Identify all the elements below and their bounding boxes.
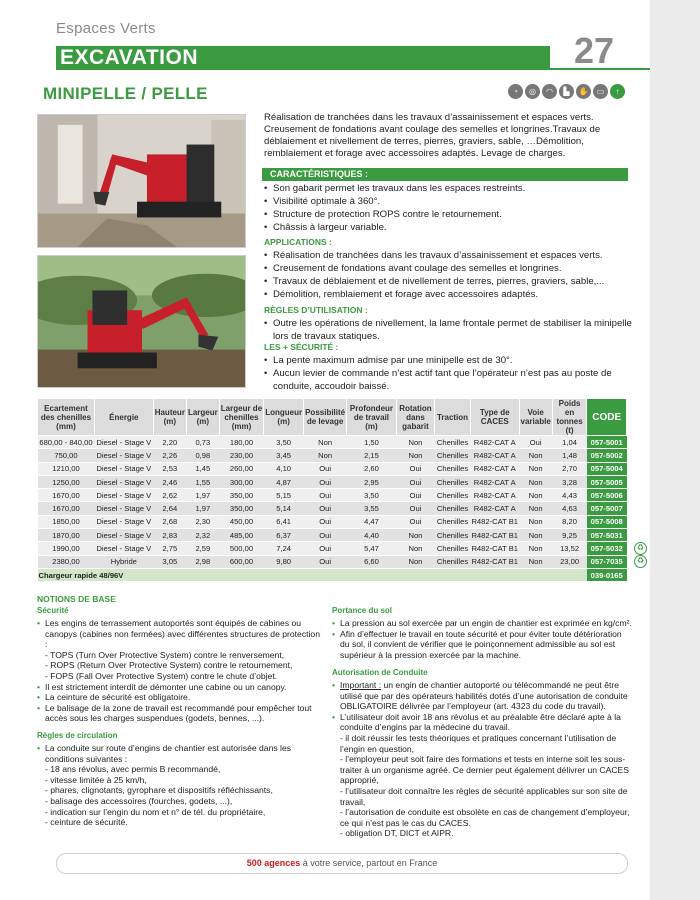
footer-text: à votre service, partout en France — [300, 858, 438, 868]
category-title: EXCAVATION — [60, 46, 199, 69]
table-cell: Oui — [304, 462, 347, 475]
table-cell: Oui — [304, 555, 347, 568]
security-heading: Sécurité — [37, 606, 69, 615]
list-item: • Creusement de fondations avant coulage des semelles et longrines. — [264, 262, 634, 275]
product-code-cell: 057-7035 — [587, 555, 627, 568]
note-line: - vitesse limitée à 25 km/h, — [45, 774, 147, 785]
table-cell: R482-CAT A — [470, 489, 519, 502]
list-item: • Visibilité optimale à 360°. — [264, 195, 634, 208]
column-header: Hauteur (m) — [153, 399, 186, 436]
note-bullet: • Il est strictement interdit de démonter une cabine ou un canopy. — [37, 682, 322, 693]
table-cell: 2,64 — [153, 502, 186, 515]
note-line: - phares, clignotants, gyrophare et dispositifs réfléchissants, — [45, 785, 273, 796]
note-line: - FOPS (Fall Over Protective System) contre le chute d’objet. — [45, 670, 278, 681]
column-header: Type de CACES — [470, 399, 519, 436]
table-cell: 680,00 - 840,00 — [38, 436, 95, 449]
charger-label: Chargeur rapide 48/96V — [38, 568, 587, 581]
table-cell: 350,00 — [219, 489, 263, 502]
table-cell: Diesel - Stage V — [94, 436, 153, 449]
table-row — [38, 462, 627, 475]
table-cell: Chenilles — [435, 489, 471, 502]
column-header: Ecartement des chenilles (mm) — [38, 399, 95, 436]
table-cell: 9,80 — [264, 555, 304, 568]
table-cell: 485,00 — [219, 529, 263, 542]
note-bullet: • Les engins de terrassement autoportés sont équipés de cabines ou canopys (cabines non fermées) avec différentes structures de protection : — [37, 618, 322, 650]
table-cell: 5,15 — [264, 489, 304, 502]
table-cell: Oui — [396, 515, 434, 528]
table-cell: 4,10 — [264, 462, 304, 475]
security-notes — [37, 618, 322, 724]
note-line: - ROPS (Return Over Protective System) contre le retournement, — [45, 660, 293, 671]
table-cell: Chenilles — [435, 436, 471, 449]
table-cell: Oui — [304, 529, 347, 542]
product-code-cell: 039-0165 — [587, 568, 627, 581]
table-cell: Oui — [396, 502, 434, 515]
table-cell: Oui — [304, 542, 347, 555]
table-cell: 2,98 — [186, 555, 219, 568]
table-cell: 1870,00 — [38, 529, 95, 542]
table-cell: Chenilles — [435, 475, 471, 488]
page-number: 27 — [574, 30, 615, 71]
table-cell: Non — [519, 555, 552, 568]
table-cell: 1,48 — [552, 449, 587, 462]
table-cell: 0,98 — [186, 449, 219, 462]
circulation-heading: Règles de circulation — [37, 731, 118, 740]
table-row — [38, 475, 627, 488]
product-code-cell: 057-5001 — [587, 436, 627, 449]
note-line: - l’employeur peut soit faire des formations et tests en interne soit les sous-traiter à un organisme agréé. Ce dernier peut également délivrer un CACES approprié, — [340, 754, 629, 786]
driving-authorization-notes — [332, 680, 632, 839]
table-cell: 23,00 — [552, 555, 587, 568]
note-line: - indication sur l’engin du nom et n° de tél. du propriétaire, — [45, 806, 266, 817]
table-cell: 260,00 — [219, 462, 263, 475]
note-line: - 18 ans révolus, avec permis B recommandé, — [45, 764, 221, 775]
column-header: Poids en tonnes (t) — [552, 399, 587, 436]
column-header: Possibilité de levage — [304, 399, 347, 436]
table-cell: 6,37 — [264, 529, 304, 542]
table-cell: 600,00 — [219, 555, 263, 568]
note-bullet: • Le balisage de la zone de travail est recommandé pour empêcher tout accès sous les charges suspendues (godets, bennes, ...). — [37, 703, 322, 724]
column-header: Longueur (m) — [264, 399, 304, 436]
table-cell: Non — [396, 449, 434, 462]
table-cell: Diesel - Stage V — [94, 515, 153, 528]
note-bullet: • L’utilisateur doit avoir 18 ans révolus et au préalable être déclaré apte à la conduite d’engins par la médecine du travail. — [332, 712, 632, 733]
table-cell: Non — [396, 555, 434, 568]
rules-list — [264, 317, 634, 343]
column-header-code: CODE — [587, 399, 627, 436]
table-cell: 3,50 — [347, 489, 397, 502]
table-row — [38, 449, 627, 462]
table-cell: 0,73 — [186, 436, 219, 449]
list-item: • Aucun levier de commande n’est actif tant que l’opérateur n’est pas au poste de conduite, accoudoir baissé. — [264, 367, 634, 393]
helmet-icon: ◠ — [542, 84, 557, 99]
applications-list — [264, 249, 634, 301]
table-cell: Chenilles — [435, 462, 471, 475]
table-cell: Diesel - Stage V — [94, 475, 153, 488]
wheel-icon: ◎ — [525, 84, 540, 99]
footer-agencies: 500 agences — [246, 858, 301, 868]
table-cell: 9,25 — [552, 529, 587, 542]
product-code-cell: 057-5005 — [587, 475, 627, 488]
table-cell: 3,05 — [153, 555, 186, 568]
table-row — [38, 436, 627, 449]
table-cell: 6,60 — [347, 555, 397, 568]
table-cell: R482-CAT B1 — [470, 515, 519, 528]
note-bullet: • La pression au sol exercée par un engin de chantier est exprimée en kg/cm². — [332, 618, 632, 629]
footer-banner — [56, 853, 628, 874]
table-row — [38, 555, 627, 568]
table-cell: 2,20 — [153, 436, 186, 449]
table-cell: Non — [396, 529, 434, 542]
table-cell: 750,00 — [38, 449, 95, 462]
battery-icon: ▭ — [593, 84, 608, 99]
table-cell: 350,00 — [219, 502, 263, 515]
table-cell: Oui — [396, 475, 434, 488]
table-cell: Oui — [304, 489, 347, 502]
list-item: • Structure de protection ROPS contre le retournement. — [264, 208, 634, 221]
table-cell: Diesel - Stage V — [94, 462, 153, 475]
table-row — [38, 515, 627, 528]
table-cell: R482-CAT B1 — [470, 529, 519, 542]
column-header: Énergie — [94, 399, 153, 436]
table-cell: Non — [519, 515, 552, 528]
table-cell: 450,00 — [219, 515, 263, 528]
table-cell: 2,62 — [153, 489, 186, 502]
notes-heading: NOTIONS DE BASE — [37, 594, 116, 604]
table-cell: 6,41 — [264, 515, 304, 528]
table-cell: 2380,00 — [38, 555, 95, 568]
note-line: - l’autorisation de conduite est obsolète en cas de changement d’employeur, ce qui n’est pas le cas du CACES. — [340, 807, 630, 828]
table-cell: Non — [396, 542, 434, 555]
pictogram-row — [508, 84, 625, 99]
column-header: Traction — [435, 399, 471, 436]
table-cell: Non — [519, 475, 552, 488]
table-cell: 2,30 — [186, 515, 219, 528]
table-row — [38, 542, 627, 555]
column-header: Largeur de chenilles (mm) — [219, 399, 263, 436]
table-cell: R482-CAT B1 — [470, 555, 519, 568]
note-bullet: • La ceinture de sécurité est obligatoire. — [37, 692, 322, 703]
table-cell: Oui — [304, 475, 347, 488]
table-cell: 1670,00 — [38, 502, 95, 515]
table-cell: Chenilles — [435, 542, 471, 555]
list-item: • Réalisation de tranchées dans les travaux d’assainissement et espaces verts. — [264, 249, 634, 262]
applications-heading: APPLICATIONS : — [264, 237, 332, 247]
product-code-cell: 057-5031 — [587, 529, 627, 542]
table-cell: 2,68 — [153, 515, 186, 528]
table-row — [38, 529, 627, 542]
table-cell: 4,40 — [347, 529, 397, 542]
table-cell: Chenilles — [435, 529, 471, 542]
table-cell: 2,70 — [552, 462, 587, 475]
table-cell: 3,50 — [264, 436, 304, 449]
section-label: Espaces Verts — [56, 20, 156, 37]
table-cell: 2,95 — [347, 475, 397, 488]
table-cell: Non — [519, 529, 552, 542]
note-line: - il doit réussir les tests théoriques et pratiques concernant l’utilisation de l’engin en question, — [340, 732, 617, 754]
table-cell: 1250,00 — [38, 475, 95, 488]
table-cell: R482-CAT A — [470, 462, 519, 475]
list-item: • Châssis à largeur variable. — [264, 221, 634, 234]
table-cell: Diesel - Stage V — [94, 542, 153, 555]
note-line: - ceinture de sécurité. — [45, 817, 128, 828]
table-cell: 1,45 — [186, 462, 219, 475]
driving-authorization-heading: Autorisation de Conduite — [332, 668, 428, 677]
product-code-cell: 057-5002 — [587, 449, 627, 462]
table-cell: 300,00 — [219, 475, 263, 488]
table-cell: Diesel - Stage V — [94, 449, 153, 462]
table-cell: R482-CAT A — [470, 475, 519, 488]
note-line: - obligation DT, DICT et AIPR. — [340, 828, 454, 839]
table-cell: 180,00 — [219, 436, 263, 449]
table-cell: 4,63 — [552, 502, 587, 515]
table-cell: Oui — [396, 462, 434, 475]
table-header-row — [38, 399, 627, 436]
product-code-cell: 057-5004 — [587, 462, 627, 475]
rules-heading: RÈGLES D’UTILISATION : — [264, 305, 368, 315]
table-cell: 1,04 — [552, 436, 587, 449]
table-cell: Chenilles — [435, 449, 471, 462]
table-row — [38, 502, 627, 515]
product-description: Réalisation de tranchées dans les travaux d’assainissement et espaces verts. Creusement de fondations avant coulage des semelles et longrines.Travaux de déblaiement et nivellement de terres, pierres, graviers, sable, …Démolition, remblaiement et forage avec accessoires adaptés. Levage de charges. — [264, 112, 601, 159]
table-cell: 500,00 — [219, 542, 263, 555]
charger-eco-icon: ♻ — [634, 555, 647, 568]
product-title: MINIPELLE / PELLE — [43, 84, 208, 103]
table-cell: Non — [396, 436, 434, 449]
table-cell: Oui — [304, 515, 347, 528]
gauge-icon: ◔ — [508, 84, 523, 99]
table-cell: Non — [519, 542, 552, 555]
table-cell: 4,43 — [552, 489, 587, 502]
circulation-notes — [37, 743, 322, 828]
ground-pressure-notes — [332, 618, 632, 660]
table-cell: Diesel - Stage V — [94, 502, 153, 515]
column-header: Voie variable — [519, 399, 552, 436]
category-banner — [56, 46, 550, 70]
list-item: • Démolition, remblaiement et forage avec accessoires adaptés. — [264, 288, 634, 301]
characteristics-list — [264, 182, 634, 234]
table-cell: Non — [519, 462, 552, 475]
important-text: un engin de chantier autoporté ou télécommandé ne peut être utilisé que par des opérateurs habilités dotés d’une autorisation de conduite OBLIGATOIRE délivrée par l’employeur (art. 4323 du code du travail). — [340, 680, 628, 712]
table-cell: 2,59 — [186, 542, 219, 555]
table-cell: 1850,00 — [38, 515, 95, 528]
arrow-up-icon: ↑ — [610, 84, 625, 99]
table-cell: 2,75 — [153, 542, 186, 555]
list-item: • La pente maximum admise par une minipelle est de 30°. — [264, 354, 634, 367]
characteristics-heading: CARACTÉRISTIQUES : — [262, 168, 628, 181]
product-code-cell: 057-5006 — [587, 489, 627, 502]
charger-row — [38, 568, 627, 581]
list-item: • Son gabarit permet les travaux dans les espaces restreints. — [264, 182, 634, 195]
table-cell: 1,50 — [347, 436, 397, 449]
note-bullet: • La conduite sur route d’engins de chantier est autorisée dans les conditions suivantes : — [37, 743, 322, 764]
table-cell: 1,55 — [186, 475, 219, 488]
table-cell: 3,55 — [347, 502, 397, 515]
table-cell: Oui — [519, 436, 552, 449]
table-cell: 3,45 — [264, 449, 304, 462]
table-cell: Chenilles — [435, 515, 471, 528]
table-cell: R482-CAT A — [470, 449, 519, 462]
page-edge-shade — [650, 0, 700, 900]
product-code-cell: 057-5032 — [587, 542, 627, 555]
note-line: - balisage des accessoires (fourches, godets, ...), — [45, 795, 233, 806]
table-cell: Non — [519, 502, 552, 515]
table-cell: 1,97 — [186, 489, 219, 502]
ground-pressure-heading: Portance du sol — [332, 606, 393, 615]
table-cell: 2,15 — [347, 449, 397, 462]
table-cell: 5,47 — [347, 542, 397, 555]
excavator-outdoor-photo — [37, 255, 246, 388]
table-cell: 7,24 — [264, 542, 304, 555]
table-cell: 2,60 — [347, 462, 397, 475]
excavator-indoor-photo — [37, 114, 246, 248]
column-header: Largeur (m) — [186, 399, 219, 436]
table-cell: Oui — [304, 502, 347, 515]
table-cell: 230,00 — [219, 449, 263, 462]
table-cell: Hybride — [94, 555, 153, 568]
table-cell: R482-CAT B1 — [470, 542, 519, 555]
table-cell: 3,28 — [552, 475, 587, 488]
table-cell: Diesel - Stage V — [94, 529, 153, 542]
table-cell: 2,53 — [153, 462, 186, 475]
glove-icon: ✋ — [576, 84, 591, 99]
table-cell: Non — [304, 449, 347, 462]
table-cell: 1990,00 — [38, 542, 95, 555]
note-bullet: • Afin d’effectuer le travail en toute sécurité et pour éviter toute détérioration du sol, il convient de vérifier que le poinçonnement admissible au sol est supérieur à la pression exercée par la machine. — [332, 629, 632, 661]
hybrid-eco-icon: ♻ — [634, 542, 647, 555]
table-cell: 1210,00 — [38, 462, 95, 475]
table-cell: Oui — [396, 489, 434, 502]
boot-icon: ▙ — [559, 84, 574, 99]
product-code-cell: 057-5008 — [587, 515, 627, 528]
table-cell: Chenilles — [435, 555, 471, 568]
table-cell: Non — [519, 449, 552, 462]
table-cell: Non — [519, 489, 552, 502]
table-cell: R482-CAT A — [470, 436, 519, 449]
product-code-cell: 057-5007 — [587, 502, 627, 515]
note-bullet — [332, 680, 632, 712]
table-cell: 2,32 — [186, 529, 219, 542]
column-header: Profondeur de travail (m) — [347, 399, 397, 436]
table-cell: 4,87 — [264, 475, 304, 488]
important-label: Important : — [340, 680, 382, 690]
table-cell: 2,26 — [153, 449, 186, 462]
table-cell: 5,14 — [264, 502, 304, 515]
table-cell: 13,52 — [552, 542, 587, 555]
table-cell: 2,83 — [153, 529, 186, 542]
security-plus-list — [264, 354, 634, 393]
column-header: Rotation dans gabarit — [396, 399, 434, 436]
table-cell: 8,20 — [552, 515, 587, 528]
table-cell: 4,47 — [347, 515, 397, 528]
table-cell: 1,97 — [186, 502, 219, 515]
note-line: - TOPS (Turn Over Protective System) contre le renversement, — [45, 649, 285, 660]
table-cell: 1670,00 — [38, 489, 95, 502]
table-row — [38, 489, 627, 502]
table-cell: 2,46 — [153, 475, 186, 488]
table-cell: Non — [304, 436, 347, 449]
table-cell: Diesel - Stage V — [94, 489, 153, 502]
note-line: - l’utilisateur doit connaître les règles de sécurité applicables sur son site de travail, — [340, 785, 628, 807]
table-cell: R482-CAT A — [470, 502, 519, 515]
table-cell: Chenilles — [435, 502, 471, 515]
specifications-table — [37, 398, 627, 582]
list-item: • Travaux de déblaiement et de nivellement de terres, pierres, graviers, sable,... — [264, 275, 634, 288]
security-plus-heading: LES + SÉCURITÉ : — [264, 342, 339, 352]
list-item: • Outre les opérations de nivellement, la lame frontale permet de stabiliser la minipelle lors de travaux statiques. — [264, 317, 634, 343]
